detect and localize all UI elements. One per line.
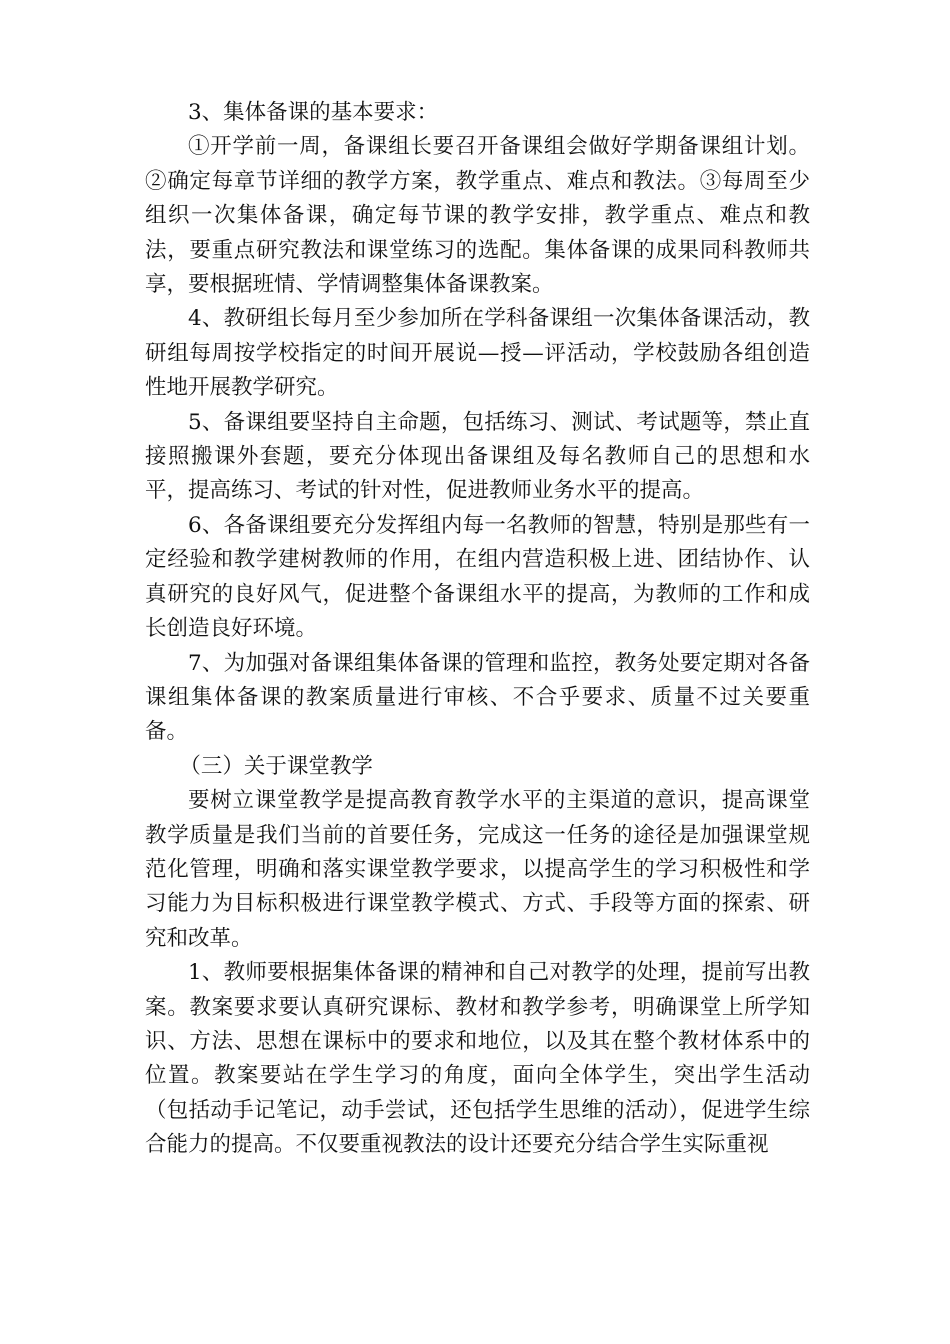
paragraph-3-requirements-heading: 3、集体备课的基本要求： [188,100,439,125]
paragraph-7: 7、为加强对备课组集体备课的管理和监控，教务处要定期对各备课组集体备课的教案质量进行审核、不合乎要求、质量不过关要重备。 [145,650,810,745]
paragraph-classroom-intro: 要树立课堂教学是提高教育教学水平的主渠道的意识，提高课堂教学质量是我们当前的首要任务，完成这一任务的途径是加强课堂规范化管理，明确和落实课堂教学要求，以提高学生的学习积极性和学习能力为目标积极进行课堂教学模式、方式、手段等方面的探索、研究和改革。 [145,788,810,951]
paragraph-4: 4、教研组长每月至少参加所在学科备课组一次集体备课活动，教研组每周按学校指定的时间开展说—授—评活动，学校鼓励各组创造性地开展教学研究。 [145,306,810,401]
paragraph-requirements-list: ①开学前一周，备课组长要召开备课组会做好学期备课组计划。②确定每章节详细的教学方案，教学重点、难点和教法。③每周至少组织一次集体备课，确定每节课的教学安排，教学重点、难点和教法，要重点研究教法和课堂练习的选配。集体备课的成果同科教师共享，要根据班情、学情调整集体备课教案。 [145,134,810,298]
section-heading-classroom-teaching: （三）关于课堂教学 [179,753,373,779]
paragraph-lesson-plan: 1、教师要根据集体备课的精神和自己对教学的处理，提前写出教案。教案要求要认真研究课标、教材和教学参考，明确课堂上所学知识、方法、思想在课标中的要求和地位，以及其在整个教材体系中的位置。教案要站在学生学习的角度，面向全体学生，突出学生活动（包括动手记笔记，动手尝试，还包括学生思维的活动），促进学生综合能力的提高。不仅要重视教法的设计还要充分结合学生实际重视 [145,960,810,1158]
document-body [145,96,810,1163]
paragraph-6: 6、各备课组要充分发挥组内每一名教师的智慧，特别是那些有一定经验和教学建树教师的作用，在组内营造积极上进、团结协作、认真研究的良好风气，促进整个备课组水平的提高，为教师的工作和成长创造良好环境。 [145,512,810,642]
paragraph-5: 5、备课组要坚持自主命题，包括练习、测试、考试题等，禁止直接照搬课外套题，要充分体现出备课组及每名教师自己的思想和水平，提高练习、考试的针对性，促进教师业务水平的提高。 [145,409,810,504]
